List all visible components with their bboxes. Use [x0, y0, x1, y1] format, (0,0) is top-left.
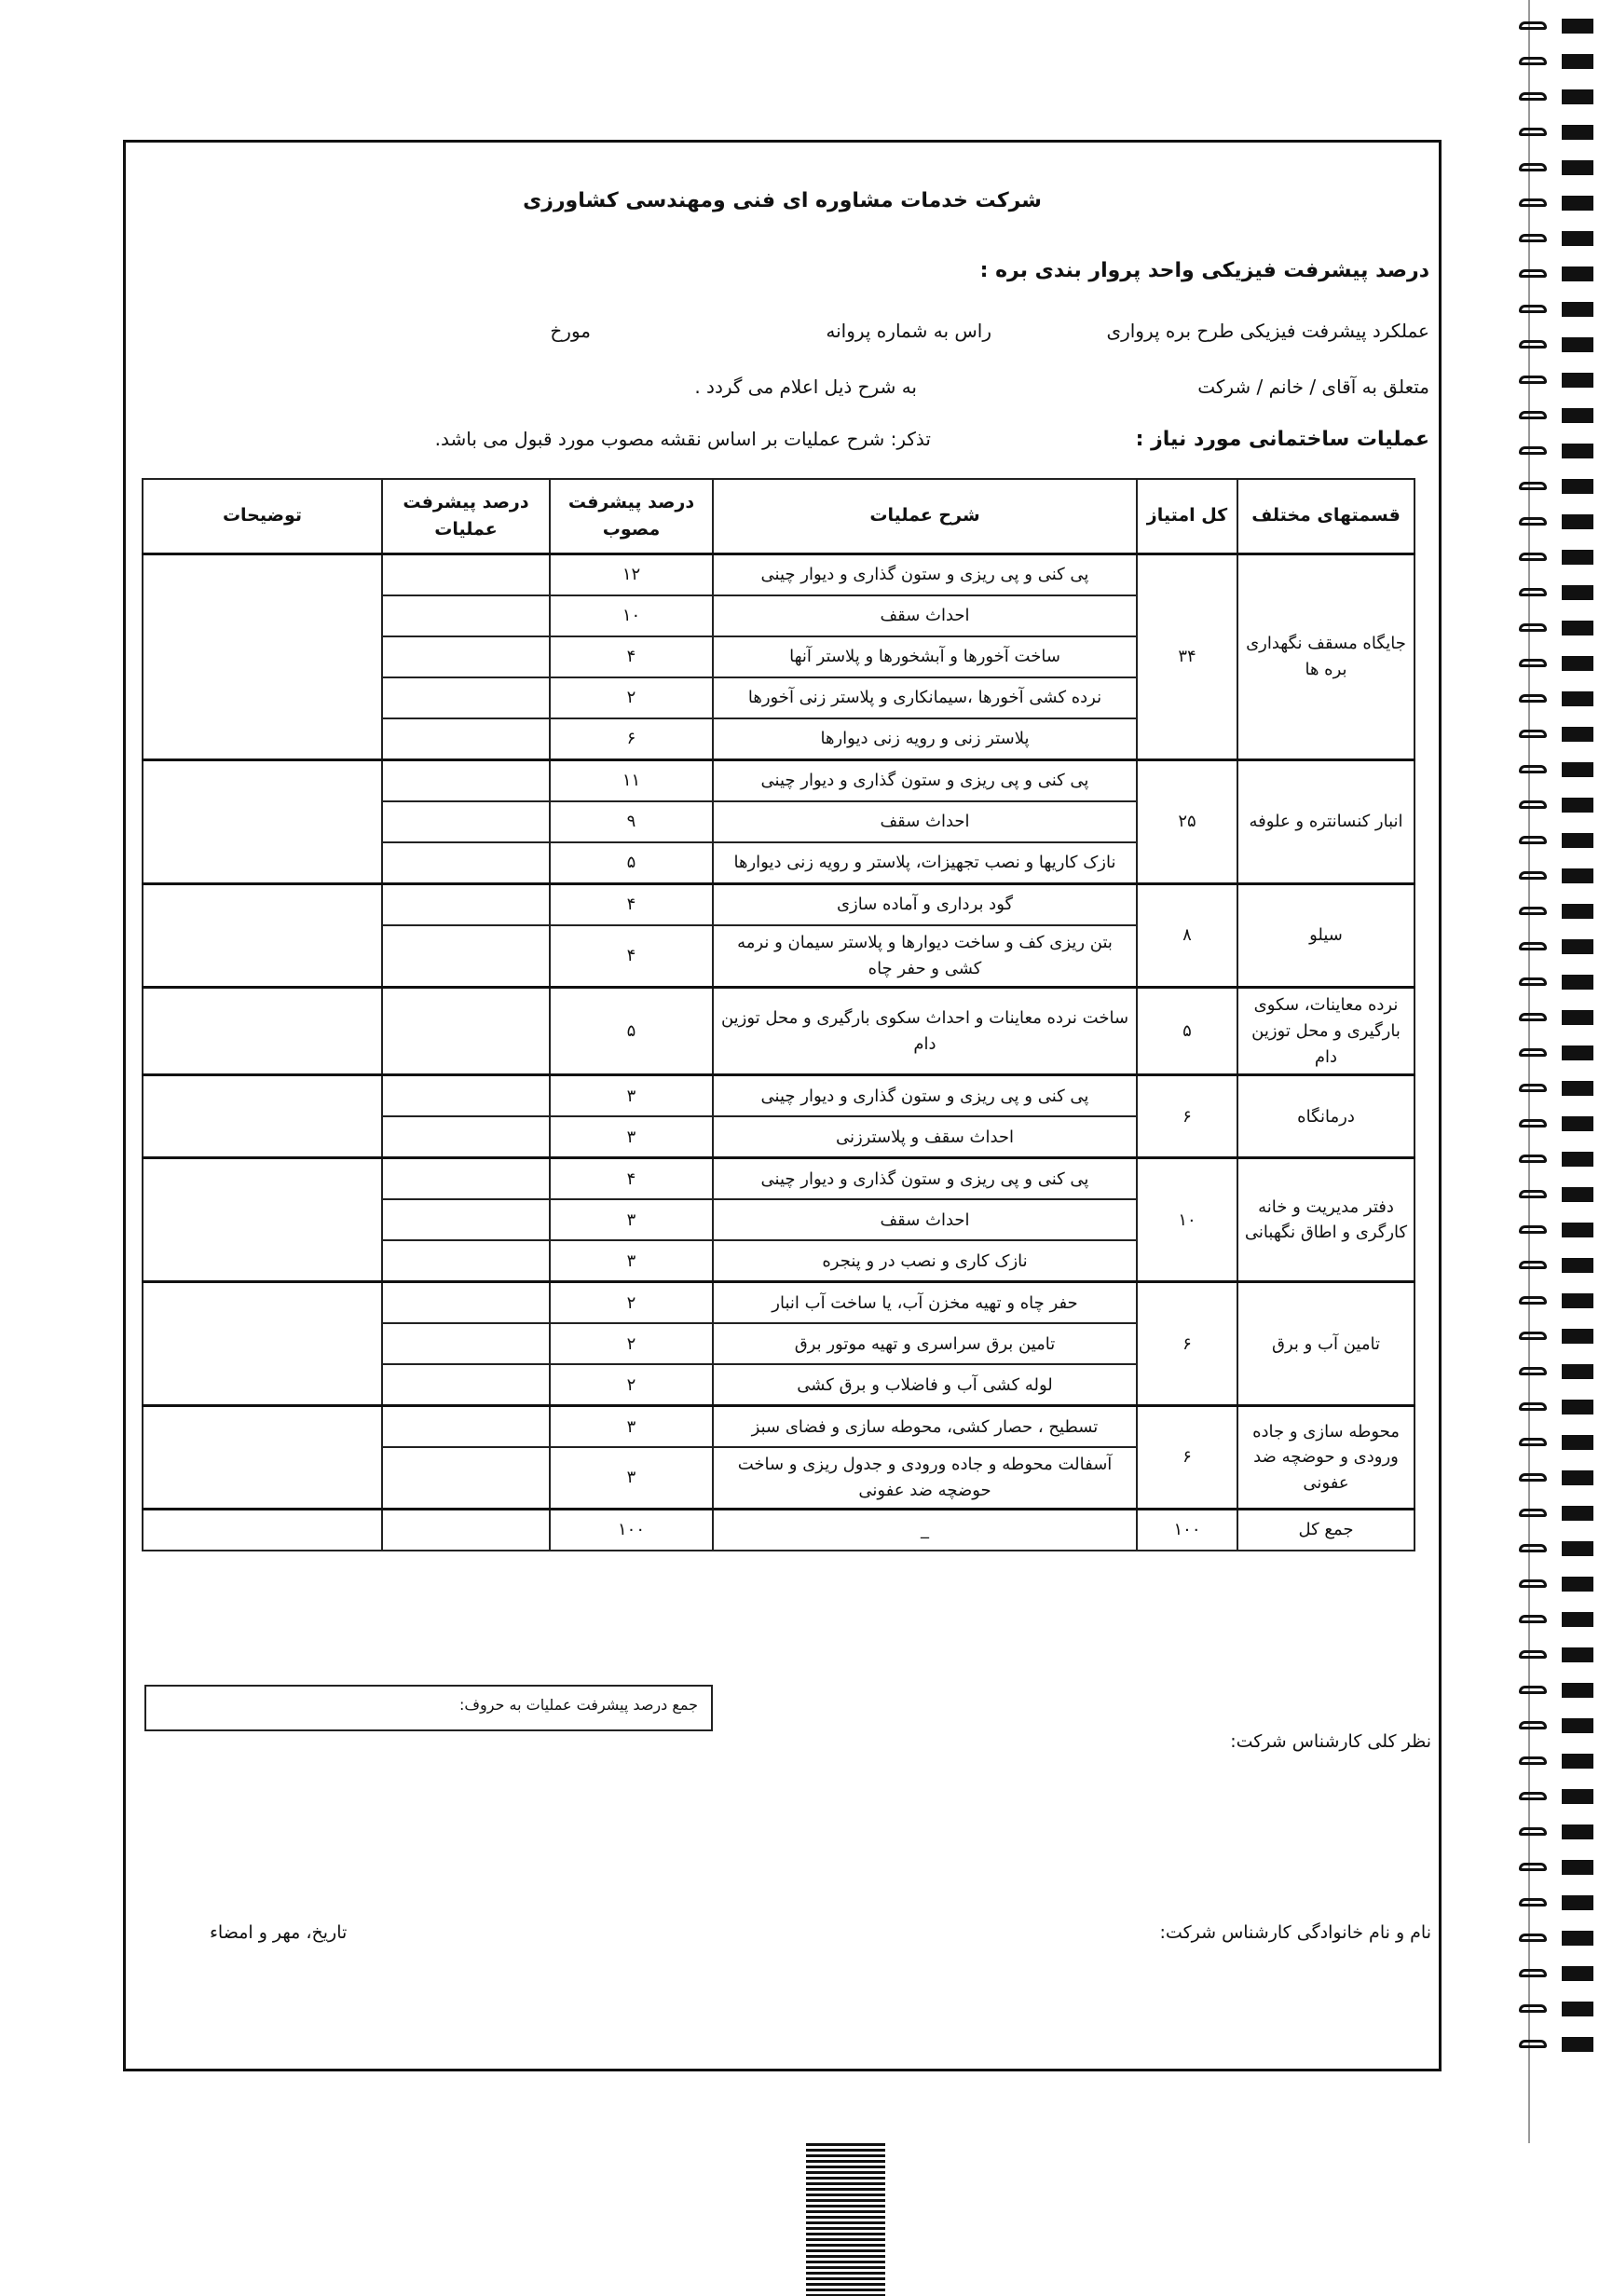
approved-percent: ۳ [550, 1447, 713, 1509]
note: تذکر: شرح عملیات بر اساس نقشه مصوب مورد قبول می باشد. [434, 428, 931, 450]
performance-label: عملکرد پیشرفت فیزیکی طرح بره پرواری [1106, 320, 1429, 342]
section-name: تامین آب و برق [1237, 1282, 1414, 1406]
spiral-ring [1519, 1400, 1593, 1414]
approved-percent: ۳ [550, 1199, 713, 1240]
total-label: جمع کل [1237, 1510, 1414, 1551]
spiral-ring [1519, 266, 1593, 281]
operation-description: پی کنی و پی ریزی و ستون گذاری و دیوار چینی [713, 1075, 1137, 1117]
approved-percent: ۵ [550, 842, 713, 884]
section-name: انبار کنسانتره و علوفه [1237, 760, 1414, 884]
notes-cell [143, 987, 382, 1075]
operation-percent-cell [382, 1406, 550, 1448]
spiral-ring [1519, 1116, 1593, 1131]
form-title: درصد پیشرفت فیزیکی واحد پروار بندی بره : [979, 259, 1429, 282]
operation-percent-cell [382, 884, 550, 926]
section-score: ۸ [1137, 884, 1237, 988]
approved-percent: ۶ [550, 718, 713, 760]
spiral-ring [1519, 231, 1593, 246]
section-score: ۳۴ [1137, 554, 1237, 760]
notes-cell [143, 1406, 382, 1510]
approved-percent: ۴ [550, 1158, 713, 1200]
spiral-ring [1519, 762, 1593, 777]
spiral-ring [1519, 1470, 1593, 1485]
operation-description: پی کنی و پی ریزی و ستون گذاری و دیوار چینی [713, 1158, 1137, 1200]
section-name: درمانگاه [1237, 1075, 1414, 1158]
section-score: ۶ [1137, 1282, 1237, 1406]
approved-percent: ۳ [550, 1406, 713, 1448]
section-score: ۶ [1137, 1406, 1237, 1510]
operation-percent-cell [382, 842, 550, 884]
section-name: جایگاه مسقف نگهداری بره ها [1237, 554, 1414, 760]
approved-percent: ۴ [550, 636, 713, 677]
operation-description: لوله کشی آب و فاضلاب و برق کشی [713, 1364, 1137, 1406]
operation-description: بتن ریزی کف و ساخت دیوارها و پلاستر سیمان و نرمه کشی و حفر چاه [713, 925, 1137, 987]
operation-percent-cell [382, 1199, 550, 1240]
binder-clip [806, 2143, 885, 2296]
spiral-ring [1519, 1223, 1593, 1237]
table-header [143, 479, 1414, 554]
spiral-ring [1519, 479, 1593, 494]
section-name: دفتر مدیریت و خانه کارگری و اطاق نگهبانی [1237, 1158, 1414, 1282]
spiral-ring [1519, 1081, 1593, 1096]
owner-label: متعلق به آقای / خانم / شرکت [1197, 376, 1429, 398]
total-ops-percent [382, 1510, 550, 1551]
operation-description: احداث سقف [713, 801, 1137, 842]
spiral-ring [1519, 656, 1593, 671]
header-notes: توضیحات [143, 479, 382, 554]
spiral-ring [1519, 1718, 1593, 1733]
operation-percent-cell [382, 987, 550, 1075]
notes-cell [143, 1075, 382, 1158]
approved-percent: ۳ [550, 1116, 713, 1158]
operation-description: ساخت نرده معاینات و احداث سکوی بارگیری و محل توزین دام [713, 987, 1137, 1075]
table-row [143, 884, 1414, 926]
spiral-ring [1519, 1966, 1593, 1981]
company-name: شرکت خدمات مشاوره ای فنی ومهندسی کشاورزی [523, 189, 1042, 212]
notes-cell [143, 1282, 382, 1406]
date-label: مورخ [550, 320, 591, 342]
operation-percent-cell [382, 760, 550, 802]
operation-percent-cell [382, 925, 550, 987]
notes-cell [143, 554, 382, 760]
section-score: ۶ [1137, 1075, 1237, 1158]
operation-percent-cell [382, 1116, 550, 1158]
operation-description: ساخت آخورها و آبشخورها و پلاستر آنها [713, 636, 1137, 677]
table-row [143, 987, 1414, 1075]
spiral-ring [1519, 585, 1593, 600]
notes-cell [143, 760, 382, 884]
total-row [143, 1510, 1414, 1551]
operation-description: تسطیح ، حصار کشی، محوطه سازی و فضای سبز [713, 1406, 1137, 1448]
operations-table [142, 478, 1415, 1551]
spiral-ring [1519, 975, 1593, 990]
notes-cell [143, 1158, 382, 1282]
operation-percent-cell [382, 595, 550, 636]
spiral-ring [1519, 373, 1593, 388]
header-description: شرح عملیات [713, 479, 1137, 554]
signature-label: تاریخ، مهر و امضاء [210, 1922, 348, 1943]
total-percent: ۱۰۰ [550, 1510, 713, 1551]
head-count-label: راس به شماره پروانه [826, 320, 991, 342]
operation-description: نازک کاریها و نصب تجهیزات، پلاستر و رویه زنی دیوارها [713, 842, 1137, 884]
header-approved-pct: درصد پیشرفت مصوب [550, 479, 713, 554]
section-score: ۲۵ [1137, 760, 1237, 884]
spiral-ring [1519, 54, 1593, 69]
spiral-ring [1519, 1435, 1593, 1450]
spiral-ring [1519, 1293, 1593, 1308]
operation-percent-cell [382, 1158, 550, 1200]
spiral-ring [1519, 514, 1593, 529]
spiral-ring [1519, 444, 1593, 458]
spiral-ring [1519, 868, 1593, 883]
spiral-ring [1519, 1010, 1593, 1025]
spiral-ring [1519, 2002, 1593, 2016]
approved-percent: ۱۰ [550, 595, 713, 636]
spiral-ring [1519, 89, 1593, 104]
spiral-ring [1519, 160, 1593, 175]
approved-percent: ۲ [550, 1364, 713, 1406]
expert-name-label: نام و نام خانوادگی کارشناس شرکت: [1159, 1922, 1431, 1943]
spiral-ring [1519, 1364, 1593, 1379]
table-row [143, 760, 1414, 802]
total-notes [143, 1510, 382, 1551]
spiral-ring [1519, 1329, 1593, 1344]
operation-description: حفر چاه و تهیه مخزن آب، یا ساخت آب انبار [713, 1282, 1137, 1324]
operation-description: پلاستر زنی و رویه زنی دیوارها [713, 718, 1137, 760]
spiral-ring [1519, 1577, 1593, 1592]
header-section: قسمتهای مختلف [1237, 479, 1414, 554]
spiral-ring [1519, 1612, 1593, 1627]
operation-percent-cell [382, 1447, 550, 1509]
section-score: ۱۰ [1137, 1158, 1237, 1282]
spiral-ring [1519, 798, 1593, 813]
spiral-ring [1519, 302, 1593, 317]
approved-percent: ۵ [550, 987, 713, 1075]
table-row [143, 1282, 1414, 1324]
operation-description: احداث سقف [713, 1199, 1137, 1240]
operation-description: احداث سقف [713, 595, 1137, 636]
approved-percent: ۲ [550, 1323, 713, 1364]
operation-percent-cell [382, 1364, 550, 1406]
spiral-ring [1519, 621, 1593, 636]
spiral-ring [1519, 1895, 1593, 1910]
section-name: سیلو [1237, 884, 1414, 988]
total-score: ۱۰۰ [1137, 1510, 1237, 1551]
total-description: _ [713, 1510, 1137, 1551]
spiral-ring [1519, 691, 1593, 706]
section-name: محوطه سازی و جاده ورودی و حوضچه ضد عفونی [1237, 1406, 1414, 1510]
approved-percent: ۴ [550, 925, 713, 987]
spiral-ring [1519, 1541, 1593, 1556]
form-frame [123, 140, 1442, 2071]
spiral-ring [1519, 1824, 1593, 1839]
approved-percent: ۲ [550, 1282, 713, 1324]
section-score: ۵ [1137, 987, 1237, 1075]
operation-description: نازک کاری و نصب در و پنجره [713, 1240, 1137, 1282]
approved-percent: ۳ [550, 1240, 713, 1282]
approved-percent: ۴ [550, 884, 713, 926]
spiral-ring [1519, 833, 1593, 848]
spiral-binding [1519, 19, 1593, 2162]
spiral-ring [1519, 904, 1593, 919]
operation-percent-cell [382, 1075, 550, 1117]
approved-percent: ۳ [550, 1075, 713, 1117]
section-name: نرده معاینات، سکوی بارگیری و محل توزین دام [1237, 987, 1414, 1075]
header-ops-pct: درصد پیشرفت عملیات [382, 479, 550, 554]
spiral-ring [1519, 727, 1593, 742]
approved-percent: ۱۱ [550, 760, 713, 802]
table-row [143, 1075, 1414, 1117]
table-row [143, 1406, 1414, 1448]
spiral-ring [1519, 1258, 1593, 1273]
operation-percent-cell [382, 554, 550, 596]
spiral-ring [1519, 1683, 1593, 1698]
spiral-ring [1519, 337, 1593, 352]
ops-label: عملیات ساختمانی مورد نیاز : [1135, 428, 1429, 451]
approved-percent: ۲ [550, 677, 713, 718]
spiral-ring [1519, 125, 1593, 140]
announce-label: به شرح ذیل اعلام می گردد . [694, 376, 917, 398]
spiral-ring [1519, 1931, 1593, 1946]
spiral-ring [1519, 1860, 1593, 1875]
spiral-ring [1519, 1754, 1593, 1769]
operation-percent-cell [382, 801, 550, 842]
sum-in-words-box: جمع درصد پیشرفت عملیات به حروف: [144, 1685, 713, 1731]
operation-percent-cell [382, 1323, 550, 1364]
operation-percent-cell [382, 1282, 550, 1324]
spiral-ring [1519, 1506, 1593, 1521]
spiral-ring [1519, 1046, 1593, 1060]
operation-description: آسفالت محوطه و جاده ورودی و جدول ریزی و ساخت حوضچه ضد عفونی [713, 1447, 1137, 1509]
spiral-ring [1519, 550, 1593, 565]
spiral-ring [1519, 1647, 1593, 1662]
operation-description: احداث سقف و پلاسترزنی [713, 1116, 1137, 1158]
operation-description: تامین برق سراسری و تهیه موتور برق [713, 1323, 1137, 1364]
table-row [143, 554, 1414, 596]
spiral-ring [1519, 2037, 1593, 2052]
operation-description: نرده کشی آخورها ،سیمانکاری و پلاستر زنی آخورها [713, 677, 1137, 718]
approved-percent: ۱۲ [550, 554, 713, 596]
table-row [143, 1158, 1414, 1200]
operation-description: پی کنی و پی ریزی و ستون گذاری و دیوار چینی [713, 760, 1137, 802]
spiral-ring [1519, 19, 1593, 34]
spiral-ring [1519, 196, 1593, 211]
spiral-ring [1519, 408, 1593, 423]
header-total-score: کل امتیاز [1137, 479, 1237, 554]
spiral-ring [1519, 939, 1593, 954]
spiral-ring [1519, 1187, 1593, 1202]
operation-percent-cell [382, 677, 550, 718]
notes-cell [143, 884, 382, 988]
spiral-ring [1519, 1789, 1593, 1804]
operation-description: پی کنی و پی ریزی و ستون گذاری و دیوار چینی [713, 554, 1137, 596]
operation-percent-cell [382, 636, 550, 677]
approved-percent: ۹ [550, 801, 713, 842]
operation-percent-cell [382, 718, 550, 760]
operation-percent-cell [382, 1240, 550, 1282]
operation-description: گود برداری و آماده سازی [713, 884, 1137, 926]
expert-opinion-label: نظر کلی کارشناس شرکت: [1230, 1731, 1431, 1752]
spiral-ring [1519, 1152, 1593, 1167]
